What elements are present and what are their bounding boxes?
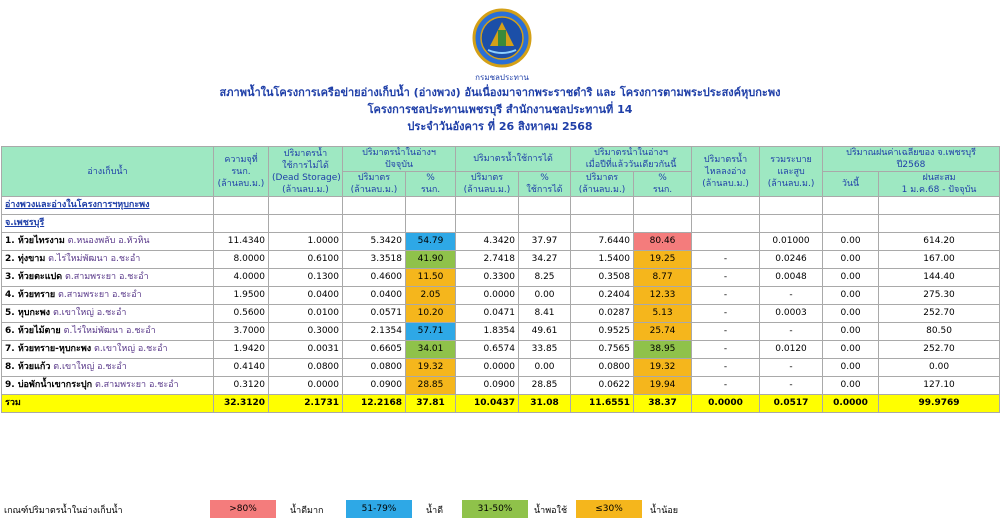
usable-volume-cell: 0.0000 xyxy=(456,287,519,305)
rain-accum-cell: 80.50 xyxy=(879,323,1000,341)
dam-name: 5. หุบกะพง xyxy=(5,308,51,318)
lastyear-volume-cell: 0.0287 xyxy=(571,305,634,323)
current-percent-cell: 19.32 xyxy=(406,359,456,377)
current-volume-cell: 2.1354 xyxy=(343,323,406,341)
inflow-cell: - xyxy=(692,269,760,287)
header-lastyear-group: ปริมาตรน้ำในอ่างฯ เมื่อปีที่แล้ววันเดียวกันนี้ xyxy=(571,147,692,172)
rain-today-cell: 0.00 xyxy=(823,269,879,287)
lastyear-volume-cell: 0.9525 xyxy=(571,323,634,341)
rain-today-cell: 0.00 xyxy=(823,251,879,269)
total-release: 0.0517 xyxy=(760,395,823,413)
legend-swatch-fair: 31-50% xyxy=(462,500,528,518)
header-dead-storage: ปริมาตรน้ำ ใช้การไม่ได้ (Dead Storage) (ล้านลบ.ม.) xyxy=(269,147,343,197)
title-line-3: ประจำวันอังคาร ที่ 26 สิงหาคม 2568 xyxy=(407,120,593,133)
total-rain-accum: 99.9769 xyxy=(879,395,1000,413)
lastyear-percent-cell: 19.94 xyxy=(634,377,692,395)
release-cell: 0.01000 xyxy=(760,233,823,251)
rain-today-cell: 0.00 xyxy=(823,359,879,377)
dead-storage-cell: 0.1300 xyxy=(269,269,343,287)
current-volume-cell: 0.0400 xyxy=(343,287,406,305)
dam-name-cell xyxy=(2,377,214,395)
rain-accum-cell: 167.00 xyxy=(879,251,1000,269)
lastyear-volume-cell: 1.5400 xyxy=(571,251,634,269)
usable-percent-cell: 8.41 xyxy=(519,305,571,323)
usable-percent-cell: 8.25 xyxy=(519,269,571,287)
total-capacity: 32.3120 xyxy=(214,395,269,413)
capacity-cell: 0.5600 xyxy=(214,305,269,323)
lastyear-volume-cell: 0.2404 xyxy=(571,287,634,305)
rain-accum-cell: 275.30 xyxy=(879,287,1000,305)
current-percent-cell: 2.05 xyxy=(406,287,456,305)
current-volume-cell: 0.0900 xyxy=(343,377,406,395)
lastyear-percent-cell: 5.13 xyxy=(634,305,692,323)
dead-storage-cell: 0.0100 xyxy=(269,305,343,323)
release-cell: - xyxy=(760,359,823,377)
legend-swatch-very-high: >80% xyxy=(210,500,276,518)
capacity-cell: 3.7000 xyxy=(214,323,269,341)
current-volume-cell: 5.3420 xyxy=(343,233,406,251)
rid-logo xyxy=(470,8,534,84)
total-lastyear-volume: 11.6551 xyxy=(571,395,634,413)
current-percent-cell: 10.20 xyxy=(406,305,456,323)
usable-percent-cell: 0.00 xyxy=(519,359,571,377)
header-name: อ่างเก็บน้ำ xyxy=(2,147,214,197)
total-row xyxy=(2,395,1000,413)
release-cell: 0.0120 xyxy=(760,341,823,359)
table-row xyxy=(2,233,1000,251)
rain-accum-cell: 144.40 xyxy=(879,269,1000,287)
dam-name-cell xyxy=(2,323,214,341)
dam-name: 4. ห้วยทราย xyxy=(5,290,56,300)
table-row xyxy=(2,269,1000,287)
title-line-1: สภาพน้ำในโครงการเครือข่ายอ่างเก็บน้ำ (อ่างพวง) อันเนื่องมาจากพระราชดำริ และ โครงการตามพระประสงค์หุบกะพง xyxy=(219,86,781,99)
total-current-volume: 12.2168 xyxy=(343,395,406,413)
header-lastyear-vol: ปริมาตร (ล้านลบ.ม.) xyxy=(571,172,634,197)
header-usable-vol: ปริมาตร (ล้านลบ.ม.) xyxy=(456,172,519,197)
table-row xyxy=(2,377,1000,395)
dam-name: 8. ห้วยแก้ว xyxy=(5,362,51,372)
dam-name: 3. ห้วยตะแปด xyxy=(5,272,63,282)
capacity-cell: 11.4340 xyxy=(214,233,269,251)
inflow-cell: - xyxy=(692,305,760,323)
total-label: รวม xyxy=(2,395,214,413)
usable-volume-cell: 0.0000 xyxy=(456,359,519,377)
capacity-cell: 4.0000 xyxy=(214,269,269,287)
rain-accum-cell: 0.00 xyxy=(879,359,1000,377)
usable-percent-cell: 28.85 xyxy=(519,377,571,395)
legend-label-low: น้ำน้อย xyxy=(650,506,679,516)
legend-label-fair: น้ำพอใช้ xyxy=(534,506,568,516)
inflow-cell: - xyxy=(692,359,760,377)
usable-percent-cell: 0.00 xyxy=(519,287,571,305)
inflow-cell: - xyxy=(692,377,760,395)
reservoir-table xyxy=(1,146,1000,413)
dam-location: ต.ไร่ใหม่พัฒนา อ.ชะอำ xyxy=(48,254,141,264)
current-volume-cell: 3.3518 xyxy=(343,251,406,269)
dam-name-cell xyxy=(2,305,214,323)
dam-location: ต.ไร่ใหม่พัฒนา อ.ชะอำ xyxy=(63,326,156,336)
title-line-2: โครงการชลประทานเพชรบุรี สำนักงานชลประทานที่ 14 xyxy=(367,103,633,116)
header-current-vol: ปริมาตร (ล้านลบ.ม.) xyxy=(343,172,406,197)
current-percent-cell: 34.01 xyxy=(406,341,456,359)
legend xyxy=(0,500,1000,520)
rain-today-cell: 0.00 xyxy=(823,377,879,395)
inflow-cell: - xyxy=(692,251,760,269)
usable-volume-cell: 0.0900 xyxy=(456,377,519,395)
inflow-cell: - xyxy=(692,287,760,305)
table-body xyxy=(2,197,1000,413)
release-cell: 0.0003 xyxy=(760,305,823,323)
current-percent-cell: 41.90 xyxy=(406,251,456,269)
current-volume-cell: 0.4600 xyxy=(343,269,406,287)
province-title: จ.เพชรบุรี xyxy=(2,215,214,233)
total-current-percent: 37.81 xyxy=(406,395,456,413)
table-header xyxy=(2,147,1000,197)
rain-today-cell: 0.00 xyxy=(823,341,879,359)
dam-name-cell xyxy=(2,251,214,269)
dam-location: ต.เขาใหญ่ อ.ชะอำ xyxy=(94,344,168,354)
table-row xyxy=(2,341,1000,359)
lastyear-volume-cell: 0.0800 xyxy=(571,359,634,377)
dead-storage-cell: 1.0000 xyxy=(269,233,343,251)
total-usable-percent: 31.08 xyxy=(519,395,571,413)
legend-title: เกณฑ์ปริมาตรน้ำในอ่างเก็บน้ำ xyxy=(4,506,123,516)
lastyear-percent-cell: 80.46 xyxy=(634,233,692,251)
dam-name-cell xyxy=(2,287,214,305)
rain-today-cell: 0.00 xyxy=(823,233,879,251)
lastyear-percent-cell: 19.25 xyxy=(634,251,692,269)
usable-volume-cell: 2.7418 xyxy=(456,251,519,269)
section-row xyxy=(2,197,1000,215)
header-usable-pct: % ใช้การได้ xyxy=(519,172,571,197)
usable-volume-cell: 4.3420 xyxy=(456,233,519,251)
table-row xyxy=(2,323,1000,341)
total-usable-volume: 10.0437 xyxy=(456,395,519,413)
usable-percent-cell: 34.27 xyxy=(519,251,571,269)
current-volume-cell: 0.0800 xyxy=(343,359,406,377)
dam-location: ต.สามพระยา อ.ชะอำ xyxy=(58,290,142,300)
legend-swatch-low: ≤30% xyxy=(576,500,642,518)
dead-storage-cell: 0.0400 xyxy=(269,287,343,305)
dam-name: 6. ห้วยไม้ตาย xyxy=(5,326,61,336)
capacity-cell: 8.0000 xyxy=(214,251,269,269)
total-rain-today: 0.0000 xyxy=(823,395,879,413)
lastyear-percent-cell: 38.95 xyxy=(634,341,692,359)
lastyear-percent-cell: 12.33 xyxy=(634,287,692,305)
total-lastyear-percent: 38.37 xyxy=(634,395,692,413)
logo-caption: กรมชลประทาน xyxy=(475,73,529,82)
total-inflow: 0.0000 xyxy=(692,395,760,413)
header-usable-group: ปริมาตรน้ำใช้การได้ xyxy=(456,147,571,172)
release-cell: 0.0246 xyxy=(760,251,823,269)
legend-label-very-high: น้ำดีมาก xyxy=(290,506,324,516)
dam-location: ต.หนองพลับ อ.หัวหิน xyxy=(67,236,150,246)
inflow-cell xyxy=(692,233,760,251)
usable-volume-cell: 0.6574 xyxy=(456,341,519,359)
header-rain-today: วันนี้ xyxy=(823,172,879,197)
table-row xyxy=(2,287,1000,305)
usable-percent-cell: 33.85 xyxy=(519,341,571,359)
inflow-cell: - xyxy=(692,323,760,341)
legend-swatch-good: 51-79% xyxy=(346,500,412,518)
dam-name: 2. ทุ่งขาม xyxy=(5,254,46,264)
rain-today-cell: 0.00 xyxy=(823,287,879,305)
legend-label-good: น้ำดี xyxy=(426,506,444,516)
dead-storage-cell: 0.0800 xyxy=(269,359,343,377)
current-volume-cell: 0.6605 xyxy=(343,341,406,359)
dead-storage-cell: 0.0031 xyxy=(269,341,343,359)
rain-accum-cell: 127.10 xyxy=(879,377,1000,395)
usable-volume-cell: 1.8354 xyxy=(456,323,519,341)
rain-today-cell: 0.00 xyxy=(823,323,879,341)
dam-location: ต.เขาใหญ่ อ.ชะอำ xyxy=(53,362,127,372)
header-inflow: ปริมาตรน้ำ ไหลลงอ่าง (ล้านลบ.ม.) xyxy=(692,147,760,197)
province-row xyxy=(2,215,1000,233)
section-title: อ่างพวงและอ่างในโครงการฯหุบกะพง xyxy=(2,197,214,215)
capacity-cell: 0.3120 xyxy=(214,377,269,395)
release-cell: - xyxy=(760,287,823,305)
inflow-cell: - xyxy=(692,341,760,359)
lastyear-volume-cell: 0.7565 xyxy=(571,341,634,359)
header-capacity: ความจุที่ รนก. (ล้านลบ.ม.) xyxy=(214,147,269,197)
dead-storage-cell: 0.6100 xyxy=(269,251,343,269)
table-row xyxy=(2,305,1000,323)
dam-name-cell xyxy=(2,359,214,377)
dead-storage-cell: 0.0000 xyxy=(269,377,343,395)
rain-accum-cell: 252.70 xyxy=(879,341,1000,359)
lastyear-volume-cell: 0.0622 xyxy=(571,377,634,395)
current-volume-cell: 0.0571 xyxy=(343,305,406,323)
current-percent-cell: 28.85 xyxy=(406,377,456,395)
dam-name: 1. ห้วยไทรงาม xyxy=(5,236,65,246)
dam-name-cell xyxy=(2,341,214,359)
lastyear-percent-cell: 19.32 xyxy=(634,359,692,377)
rain-accum-cell: 614.20 xyxy=(879,233,1000,251)
lastyear-percent-cell: 8.77 xyxy=(634,269,692,287)
usable-volume-cell: 0.0471 xyxy=(456,305,519,323)
table-row xyxy=(2,251,1000,269)
release-cell: 0.0048 xyxy=(760,269,823,287)
rain-today-cell: 0.00 xyxy=(823,305,879,323)
usable-percent-cell: 37.97 xyxy=(519,233,571,251)
dam-name-cell xyxy=(2,269,214,287)
lastyear-volume-cell: 7.6440 xyxy=(571,233,634,251)
release-cell: - xyxy=(760,377,823,395)
capacity-cell: 1.9500 xyxy=(214,287,269,305)
dam-name-cell xyxy=(2,233,214,251)
header-current-group: ปริมาตรน้ำในอ่างฯ ปัจจุบัน xyxy=(343,147,456,172)
dam-name: 9. บ่อพักน้ำเขากระปุก xyxy=(5,380,93,390)
table-row xyxy=(2,359,1000,377)
current-percent-cell: 57.71 xyxy=(406,323,456,341)
header-lastyear-pct: % รนก. xyxy=(634,172,692,197)
usable-percent-cell: 49.61 xyxy=(519,323,571,341)
header-rain-accum: ฝนสะสม 1 ม.ค.68 - ปัจจุบัน xyxy=(879,172,1000,197)
current-percent-cell: 54.79 xyxy=(406,233,456,251)
dam-location: ต.เขาใหญ่ อ.ชะอำ xyxy=(52,308,127,318)
total-dead-storage: 2.1731 xyxy=(269,395,343,413)
rain-accum-cell: 252.70 xyxy=(879,305,1000,323)
dam-location: ต.สามพระยา อ.ชะอำ xyxy=(94,380,179,390)
header-release: รวมระบาย และสูบ (ล้านลบ.ม.) xyxy=(760,147,823,197)
current-percent-cell: 11.50 xyxy=(406,269,456,287)
dam-name: 7. ห้วยทราย-หุบกะพง xyxy=(5,344,92,354)
capacity-cell: 1.9420 xyxy=(214,341,269,359)
release-cell: - xyxy=(760,323,823,341)
lastyear-volume-cell: 0.3508 xyxy=(571,269,634,287)
lastyear-percent-cell: 25.74 xyxy=(634,323,692,341)
dam-location: ต.สามพระยา อ.ชะอำ xyxy=(65,272,149,282)
dead-storage-cell: 0.3000 xyxy=(269,323,343,341)
capacity-cell: 0.4140 xyxy=(214,359,269,377)
header-rain-group: ปริมาณฝนค่าเฉลี่ยของ จ.เพชรบุรี ปี2568 xyxy=(823,147,1000,172)
header-current-pct: % รนก. xyxy=(406,172,456,197)
usable-volume-cell: 0.3300 xyxy=(456,269,519,287)
report-titles xyxy=(0,84,1000,135)
